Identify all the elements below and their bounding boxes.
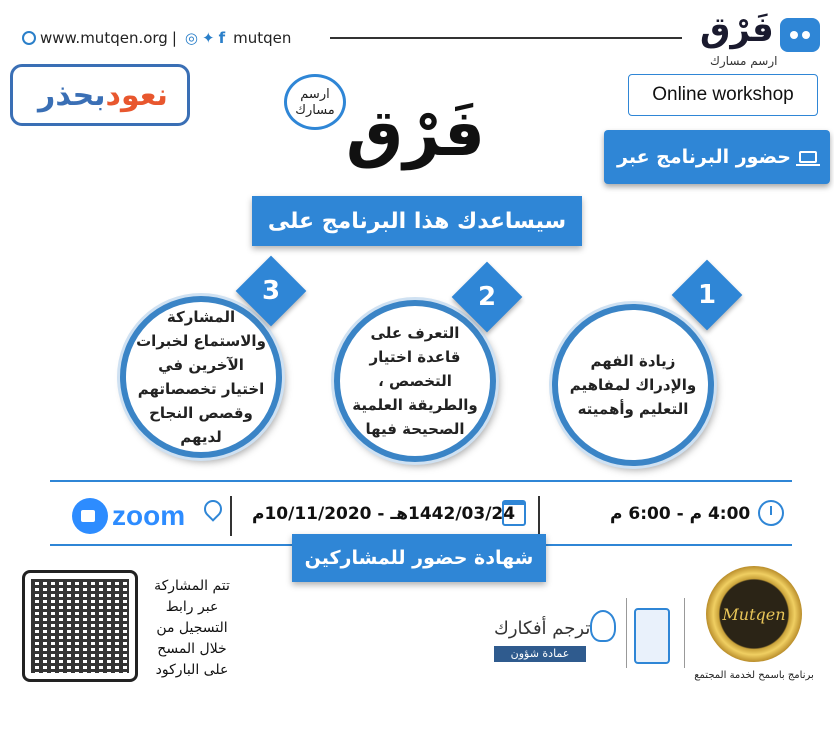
brand-logo (700, 10, 820, 70)
registration-note: تتم المشاركة عبر رابط التسجيل من خلال المسح على الباركود (154, 578, 230, 678)
event-time: 4:00 م - 6:00 م (610, 504, 751, 524)
center-logo-title: فَرْق (346, 97, 485, 171)
attend-label: حضور البرنامج عبر (617, 146, 791, 168)
instagram-icon[interactable]: ◎ (184, 29, 198, 47)
divider (230, 496, 232, 536)
qr-pattern (31, 579, 129, 673)
twitter-icon[interactable]: ✦ (201, 29, 215, 47)
certificate-banner: شهادة حضور للمشاركين (292, 534, 546, 582)
workshop-label: Online workshop (628, 74, 818, 116)
benefit-text: زيادة الفهم والإدراك لمفاهيم التعليم وأهميته (569, 352, 697, 418)
campaign-word-2: بحذر (38, 77, 106, 113)
speech-bubble: ارسم مسارك (284, 74, 346, 130)
clock-icon (758, 500, 784, 526)
event-date: 1442/03/24هـ - 10/11/2020م (252, 504, 516, 524)
benefit-text: التعرف على قاعدة اختيار التخصص ، والطريقة العلمية الصحيحة فيها (352, 324, 478, 438)
social-handle[interactable]: mutqen (233, 29, 292, 47)
location-pin-icon (200, 496, 225, 521)
brand-name: فَرْق (700, 10, 774, 50)
zoom-logo (72, 498, 185, 534)
campaign-logo (10, 64, 190, 126)
mutqen-seal-logo: Mutqen (706, 566, 802, 662)
website-link[interactable]: www.mutqen.org (40, 29, 168, 47)
brand-mark-icon (780, 18, 820, 52)
benefit-circle-3 (120, 296, 282, 458)
campaign-word-1: نعود (105, 77, 168, 113)
laptop-icon (799, 151, 817, 163)
benefit-number: 2 (477, 282, 497, 312)
benefit-text: المشاركة والاستماع لخبرات الآخرين في اختيار تخصصاتهم وقصص النجاح لديهم (136, 308, 266, 446)
mutqen-tagline: برنامج باسمح لخدمة المجتمع (694, 670, 814, 681)
separator: | (171, 29, 177, 47)
logo-divider (684, 598, 685, 668)
facebook-icon[interactable]: f (218, 29, 226, 47)
contact-bar (22, 29, 291, 47)
benefit-circle-2 (334, 300, 496, 462)
logo-divider (626, 598, 627, 668)
attend-banner (604, 130, 830, 184)
benefit-circle-1 (552, 304, 714, 466)
header-divider (330, 37, 682, 39)
deanship-label: عمادة شؤون الطلاب (494, 646, 586, 662)
lightbulb-icon (590, 610, 616, 642)
social-icons (185, 29, 225, 47)
program-banner: سيساعدك هذا البرنامج على (252, 196, 582, 246)
university-logo-icon (634, 608, 670, 664)
benefit-number: 1 (697, 280, 717, 310)
zoom-label: zoom (112, 500, 186, 531)
qr-code[interactable] (22, 570, 138, 682)
divider (538, 496, 540, 536)
tarjem-logo-text: ترجم أفكارك (494, 618, 591, 639)
zoom-camera-icon (72, 498, 108, 534)
brand-tagline: ارسم مسارك (710, 54, 778, 68)
benefit-number: 3 (261, 276, 281, 306)
globe-icon (22, 31, 36, 45)
